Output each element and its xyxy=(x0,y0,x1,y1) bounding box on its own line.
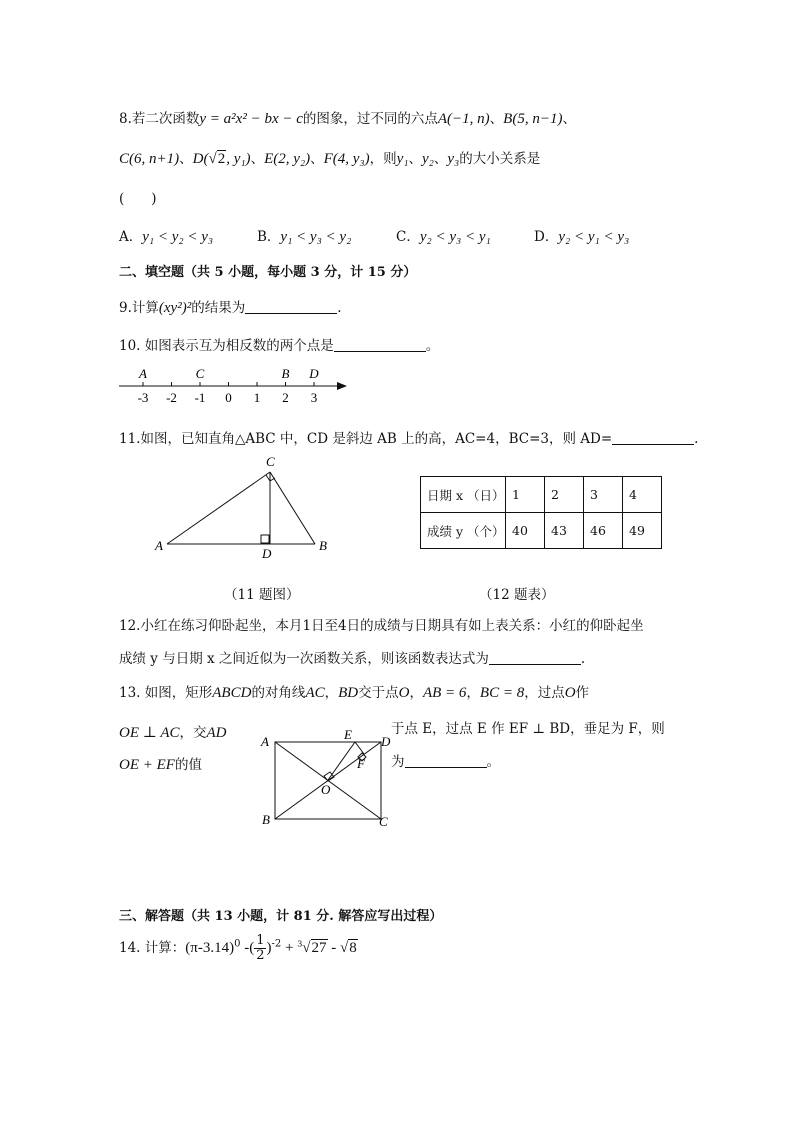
label-f: F xyxy=(357,756,365,771)
q8-option-b[interactable]: B．y₁ < y₃ < y₂ xyxy=(257,229,352,245)
label-d: D xyxy=(381,734,391,749)
table-cell: 2 xyxy=(545,477,584,513)
table-header-cell: 成绩 y （个） xyxy=(421,513,506,549)
q8-line2: C(6, n+1)、D(√2, y₁)、E(2, y₂)、F(4, y₃)，则y₁、y₂、y₃的大小关系是 xyxy=(119,151,541,167)
q8-option-c[interactable]: C．y₂ < y₃ < y₁ xyxy=(396,229,491,245)
number-line-point-a: A xyxy=(139,366,147,381)
q12-line1: 12.小红在练习仰卧起坐，本月1日至4日的成绩与日期具有如上表关系：小红的仰卧起坐 xyxy=(119,618,644,634)
table-row xyxy=(421,477,662,513)
q8-option-d[interactable]: D．y₂ < y₁ < y₃ xyxy=(534,229,630,245)
q10-number-line xyxy=(115,362,355,406)
label-a: A xyxy=(261,734,269,749)
number-line-tick-label: -2 xyxy=(166,390,177,405)
table-cell: 40 xyxy=(506,513,545,549)
table-cell: 43 xyxy=(545,513,584,549)
right-angle-d xyxy=(261,535,269,543)
table-row xyxy=(421,513,662,549)
number-line-arrow xyxy=(337,382,347,390)
q13-answer-blank[interactable] xyxy=(405,753,487,768)
q12-data-table xyxy=(420,476,662,549)
table-cell: 4 xyxy=(623,477,662,513)
q14: 14. 计算：$(\pi-3.14)^0$ -( $\frac{1}{2}$ )$^{-2}$ + $^3$√27 - √8 xyxy=(119,933,357,963)
q8-line1: 8.若二次函数y = a²x² − bx − c的图象，过不同的六点A(−1, n)、B(5, n−1)、 xyxy=(119,111,576,127)
label-c: C xyxy=(379,814,388,829)
number-line-tick-label: -3 xyxy=(137,390,149,405)
q8-option-a[interactable]: A．y₁ < y₂ < y₃ xyxy=(119,229,214,245)
table-header-cell: 日期 x （日） xyxy=(421,477,506,513)
table-cell: 46 xyxy=(584,513,623,549)
q11-caption: （11 题图） xyxy=(224,587,300,603)
q10: 10. 如图表示互为相反数的两个点是 。 xyxy=(119,338,440,354)
q11-triangle-figure xyxy=(150,452,340,562)
q13-left-line1: OE ⊥ AC，交AD xyxy=(119,725,227,741)
section3-heading: 三、解答题（共 13 小题，计 81 分. 解答应写出过程） xyxy=(119,909,443,924)
q9-answer-blank[interactable] xyxy=(245,299,337,314)
side-bc xyxy=(270,472,315,544)
q13-line1: 13. 如图，矩形ABCD的对角线AC，BD交于点O，AB = 6，BC = 8，过点O作 xyxy=(119,685,590,701)
number-line-tick-label: -1 xyxy=(194,390,206,405)
number-line-point-c: C xyxy=(195,366,205,381)
segment-ef xyxy=(355,742,364,754)
q11: 11.如图，已知直角△ABC 中，CD 是斜边 AB 上的高，AC=4，BC=3，则 AD= . xyxy=(119,431,699,447)
number-line-tick-label: 1 xyxy=(253,390,261,405)
q8-answer-paren: ( ) xyxy=(119,191,157,207)
side-ac xyxy=(167,472,270,544)
label-e: E xyxy=(344,728,352,742)
section2-heading: 二、填空题（共 5 小题，每小题 3 分，计 15 分） xyxy=(119,265,417,280)
number-line-point-d: D xyxy=(309,366,319,381)
q13-left-line2: OE + EF的值 xyxy=(119,757,202,773)
number-line-tick-label: 2 xyxy=(282,390,289,405)
table-cell: 1 xyxy=(506,477,545,513)
q12-table-caption: （12 题表） xyxy=(479,587,555,603)
fraction-one-half: $\frac{1}{2}$ xyxy=(256,933,265,963)
q8-function: y = a²x² − bx − c xyxy=(199,111,303,127)
label-c: C xyxy=(266,454,275,469)
number-line-point-b: B xyxy=(281,366,290,381)
q12-answer-blank[interactable] xyxy=(489,650,581,665)
q13-right-line1: 于点 E，过点 E 作 EF ⊥ BD，垂足为 F，则 xyxy=(391,721,665,737)
table-cell: 49 xyxy=(623,513,662,549)
number-line-tick-label: 3 xyxy=(310,390,318,405)
q12-line2: 成绩 y 与日期 x 之间近似为一次函数关系，则该函数表达式为 . xyxy=(119,651,586,667)
q11-answer-blank[interactable] xyxy=(612,430,694,445)
q13-rectangle-figure xyxy=(258,728,398,832)
label-b: B xyxy=(262,812,270,827)
number-line-tick-label: 0 xyxy=(225,390,232,405)
q10-answer-blank[interactable] xyxy=(334,337,426,352)
table-cell: 3 xyxy=(584,477,623,513)
label-a: A xyxy=(155,538,163,553)
label-o: O xyxy=(321,782,331,797)
label-b: B xyxy=(319,538,327,553)
q13-right-line2: 为 。 xyxy=(391,754,500,770)
label-d: D xyxy=(262,546,272,561)
q9: 9.计算(xy²)²的结果为 . xyxy=(119,300,342,316)
